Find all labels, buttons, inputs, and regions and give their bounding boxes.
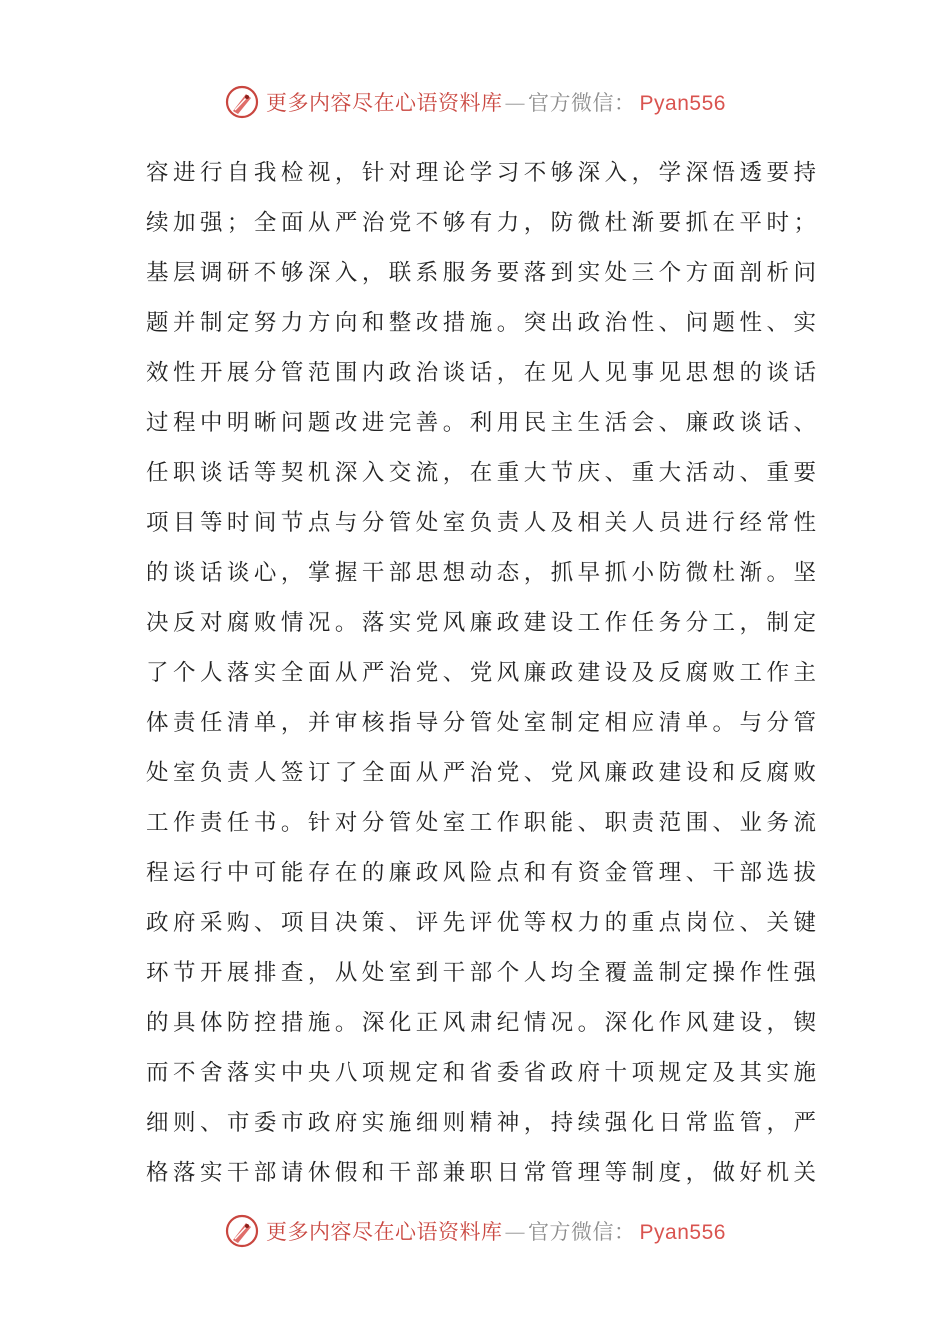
banner-text: [266, 1216, 726, 1246]
footer-banner: [0, 1206, 950, 1256]
text-line: 过程中明晰问题改进完善。利用民主生活会、廉政谈话、: [146, 410, 816, 436]
text-line: 处室负责人签订了全面从严治党、党风廉政建设和反腐败: [146, 760, 816, 786]
text-line: 容进行自我检视，针对理论学习不够深入，学深悟透要持: [146, 160, 816, 186]
banner-wechat-id: Pyan556: [639, 1221, 726, 1244]
text-line: 程运行中可能存在的廉政风险点和有资金管理、干部选拔: [146, 860, 816, 886]
pen-nib-logo-icon: [224, 84, 260, 120]
text-line: 格落实干部请休假和干部兼职日常管理等制度，做好机关: [146, 1160, 816, 1186]
text-line: 续加强；全面从严治党不够有力，防微杜渐要抓在平时；: [146, 210, 816, 236]
text-line: 项目等时间节点与分管处室负责人及相关人员进行经常性: [146, 510, 816, 536]
banner-site-text: 更多内容尽在心语资料库: [266, 91, 503, 115]
banner-separator: —: [504, 1220, 527, 1244]
text-line: 的谈话谈心，掌握干部思想动态，抓早抓小防微杜渐。坚: [146, 560, 816, 586]
document-body: [146, 148, 816, 1198]
text-line: 政府采购、项目决策、评先评优等权力的重点岗位、关键: [146, 910, 816, 936]
text-line: 基层调研不够深入，联系服务要落到实处三个方面剖析问: [146, 260, 816, 286]
text-line: 决反对腐败情况。落实党风廉政建设工作任务分工，制定: [146, 610, 816, 636]
banner-text: [266, 87, 726, 117]
text-line: 的具体防控措施。深化正风肃纪情况。深化作风建设，锲: [146, 1010, 816, 1036]
banner-wechat-label: 官方微信：: [528, 1220, 636, 1244]
header-banner: [0, 77, 950, 127]
text-line: 了个人落实全面从严治党、党风廉政建设及反腐败工作主: [146, 660, 816, 686]
banner-wechat-label: 官方微信：: [528, 91, 636, 115]
text-line: 体责任清单，并审核指导分管处室制定相应清单。与分管: [146, 710, 816, 736]
banner-site-text: 更多内容尽在心语资料库: [266, 1220, 503, 1244]
text-line: 细则、市委市政府实施细则精神，持续强化日常监管，严: [146, 1110, 816, 1136]
pen-nib-logo-icon: [224, 1213, 260, 1249]
banner-wechat-id: Pyan556: [639, 92, 726, 115]
text-line: 而不舍落实中央八项规定和省委省政府十项规定及其实施: [146, 1060, 816, 1086]
text-line: 环节开展排查，从处室到干部个人均全覆盖制定操作性强: [146, 960, 816, 986]
text-line: 题并制定努力方向和整改措施。突出政治性、问题性、实: [146, 310, 816, 336]
text-line: 任职谈话等契机深入交流，在重大节庆、重大活动、重要: [146, 460, 816, 486]
text-line: 工作责任书。针对分管处室工作职能、职责范围、业务流: [146, 810, 816, 836]
text-line: 效性开展分管范围内政治谈话，在见人见事见思想的谈话: [146, 360, 816, 386]
banner-separator: —: [504, 91, 527, 115]
